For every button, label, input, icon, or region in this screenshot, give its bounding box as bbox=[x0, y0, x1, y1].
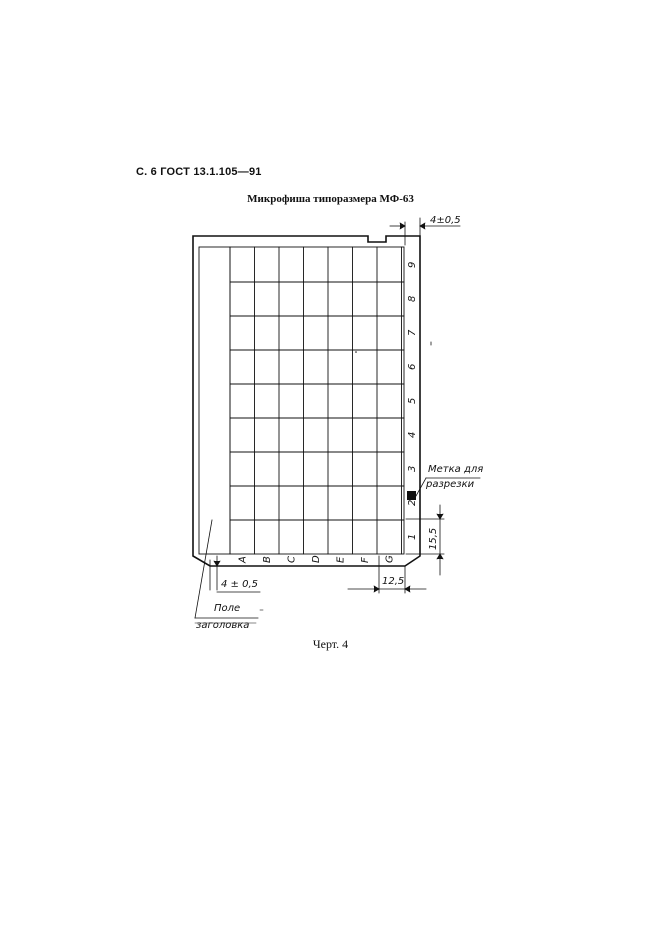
frame-grid bbox=[230, 247, 404, 554]
row-label: 5 bbox=[407, 397, 418, 404]
row-label: 4 bbox=[407, 431, 418, 438]
dim-top-text: 4±0,5 bbox=[430, 215, 461, 226]
column-label: G bbox=[384, 555, 396, 563]
row-label: 8 bbox=[407, 295, 418, 302]
page-header: С. 6 ГОСТ 13.1.105—91 bbox=[136, 166, 262, 178]
column-label: C bbox=[286, 556, 298, 563]
column-label: D bbox=[310, 555, 322, 563]
mark-label-2: разрезки bbox=[426, 479, 475, 490]
field-label-2: заголовка bbox=[196, 620, 250, 631]
row-label: 9 bbox=[407, 261, 418, 268]
figure-title: Микрофиша типоразмера МФ-63 bbox=[247, 193, 414, 205]
row-label: 1 bbox=[407, 533, 418, 540]
row-label: 3 bbox=[407, 465, 418, 472]
row-label: 6 bbox=[407, 363, 418, 370]
column-label: B bbox=[261, 556, 273, 563]
column-label: F bbox=[359, 557, 371, 563]
cut-mark bbox=[407, 491, 416, 500]
column-label: E bbox=[335, 556, 347, 563]
figure-caption: Черт. 4 bbox=[312, 637, 349, 651]
dim-bottom-text: 12,5 bbox=[382, 576, 405, 587]
row-label: 2 bbox=[407, 499, 418, 506]
mark-label-1: Метка для bbox=[428, 464, 484, 475]
row-label: 7 bbox=[407, 329, 418, 336]
card-outline bbox=[193, 236, 420, 566]
dim-left-text: 4 ± 0,5 bbox=[221, 579, 259, 590]
column-label: A bbox=[237, 556, 249, 563]
stray-dot bbox=[355, 351, 357, 353]
dim-right-text: 15,5 bbox=[428, 527, 439, 550]
column-labels bbox=[237, 555, 395, 564]
field-label-1: Поле bbox=[214, 603, 241, 614]
